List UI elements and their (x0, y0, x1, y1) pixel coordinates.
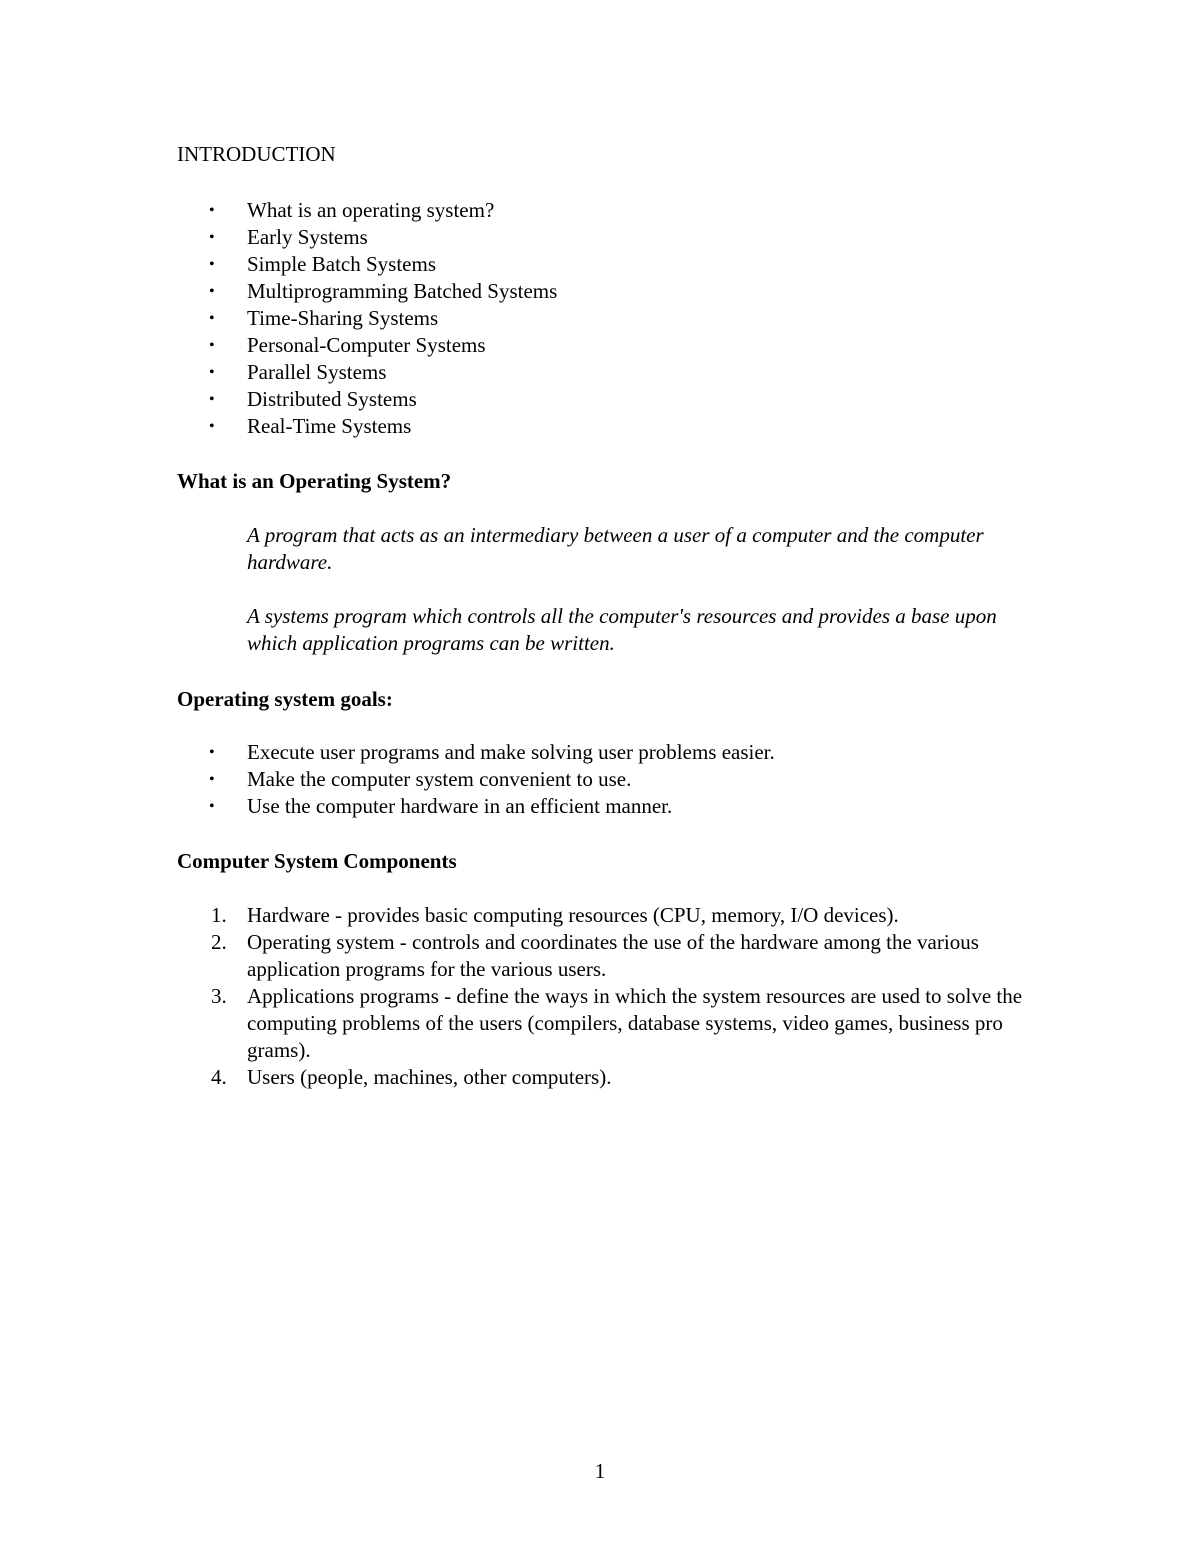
bullet-icon: • (209, 418, 215, 435)
bullet-icon: • (209, 256, 215, 273)
list-number: 2. (211, 930, 227, 954)
list-item (177, 902, 1037, 929)
what-is-heading: What is an Operating System? (177, 469, 452, 493)
definition-paragraph: A systems program which controls all the computer's resources and provides a base upon which application programs can be written. (247, 604, 997, 655)
list-item (177, 1064, 1037, 1091)
bullet-icon: • (209, 798, 215, 815)
bullet-icon: • (209, 364, 215, 381)
definition-paragraph: A program that acts as an intermediary between a user of a computer and the computer hardware. (247, 523, 984, 574)
list-item (177, 278, 1037, 305)
list-item-text: Multiprogramming Batched Systems (247, 279, 558, 303)
list-item (177, 359, 1037, 386)
list-item-text: Simple Batch Systems (247, 252, 436, 276)
page-number: 1 (594, 1459, 606, 1483)
bullet-icon: • (209, 744, 215, 761)
list-item-text: Hardware - provides basic computing resources (CPU, memory, I/O devices). (247, 903, 899, 927)
list-item-text: What is an operating system? (247, 198, 495, 222)
list-item (177, 739, 1037, 766)
list-number: 3. (211, 984, 227, 1008)
list-item-text: Make the computer system convenient to use. (247, 767, 632, 791)
list-item (177, 413, 1037, 440)
bullet-icon: • (209, 337, 215, 354)
list-item-text: Applications programs - define the ways in which the system resources are used to solve the computing problems of the users (compilers, database systems, video games, business pro grams). (247, 984, 1023, 1062)
list-item (177, 251, 1037, 278)
list-item-text: Distributed Systems (247, 387, 417, 411)
bullet-icon: • (209, 229, 215, 246)
goals-list (177, 739, 1037, 820)
list-item (177, 766, 1037, 793)
list-item-text: Users (people, machines, other computers). (247, 1065, 612, 1089)
list-item (177, 793, 1037, 820)
intro-heading: INTRODUCTION (177, 142, 336, 166)
list-item (177, 929, 1037, 983)
list-item (177, 197, 1037, 224)
list-item (177, 332, 1037, 359)
list-number: 4. (211, 1065, 227, 1089)
bullet-icon: • (209, 283, 215, 300)
list-item-text: Early Systems (247, 225, 368, 249)
list-item (177, 983, 1037, 1064)
bullet-icon: • (209, 771, 215, 788)
intro-list (177, 197, 1037, 440)
list-item-text: Use the computer hardware in an efficient manner. (247, 794, 673, 818)
list-item-text: Real-Time Systems (247, 414, 412, 438)
list-item-text: Time-Sharing Systems (247, 306, 439, 330)
components-heading: Computer System Components (177, 849, 457, 873)
bullet-icon: • (209, 202, 215, 219)
bullet-icon: • (209, 391, 215, 408)
list-item-text: Operating system - controls and coordinates the use of the hardware among the various application programs for the various users. (247, 930, 979, 981)
bullet-icon: • (209, 310, 215, 327)
list-item (177, 386, 1037, 413)
list-number: 1. (211, 903, 227, 927)
list-item-text: Parallel Systems (247, 360, 387, 384)
list-item (177, 305, 1037, 332)
list-item-text: Personal-Computer Systems (247, 333, 486, 357)
list-item (177, 224, 1037, 251)
components-list (177, 902, 1037, 1091)
goals-heading: Operating system goals: (177, 687, 393, 711)
list-item-text: Execute user programs and make solving user problems easier. (247, 740, 775, 764)
